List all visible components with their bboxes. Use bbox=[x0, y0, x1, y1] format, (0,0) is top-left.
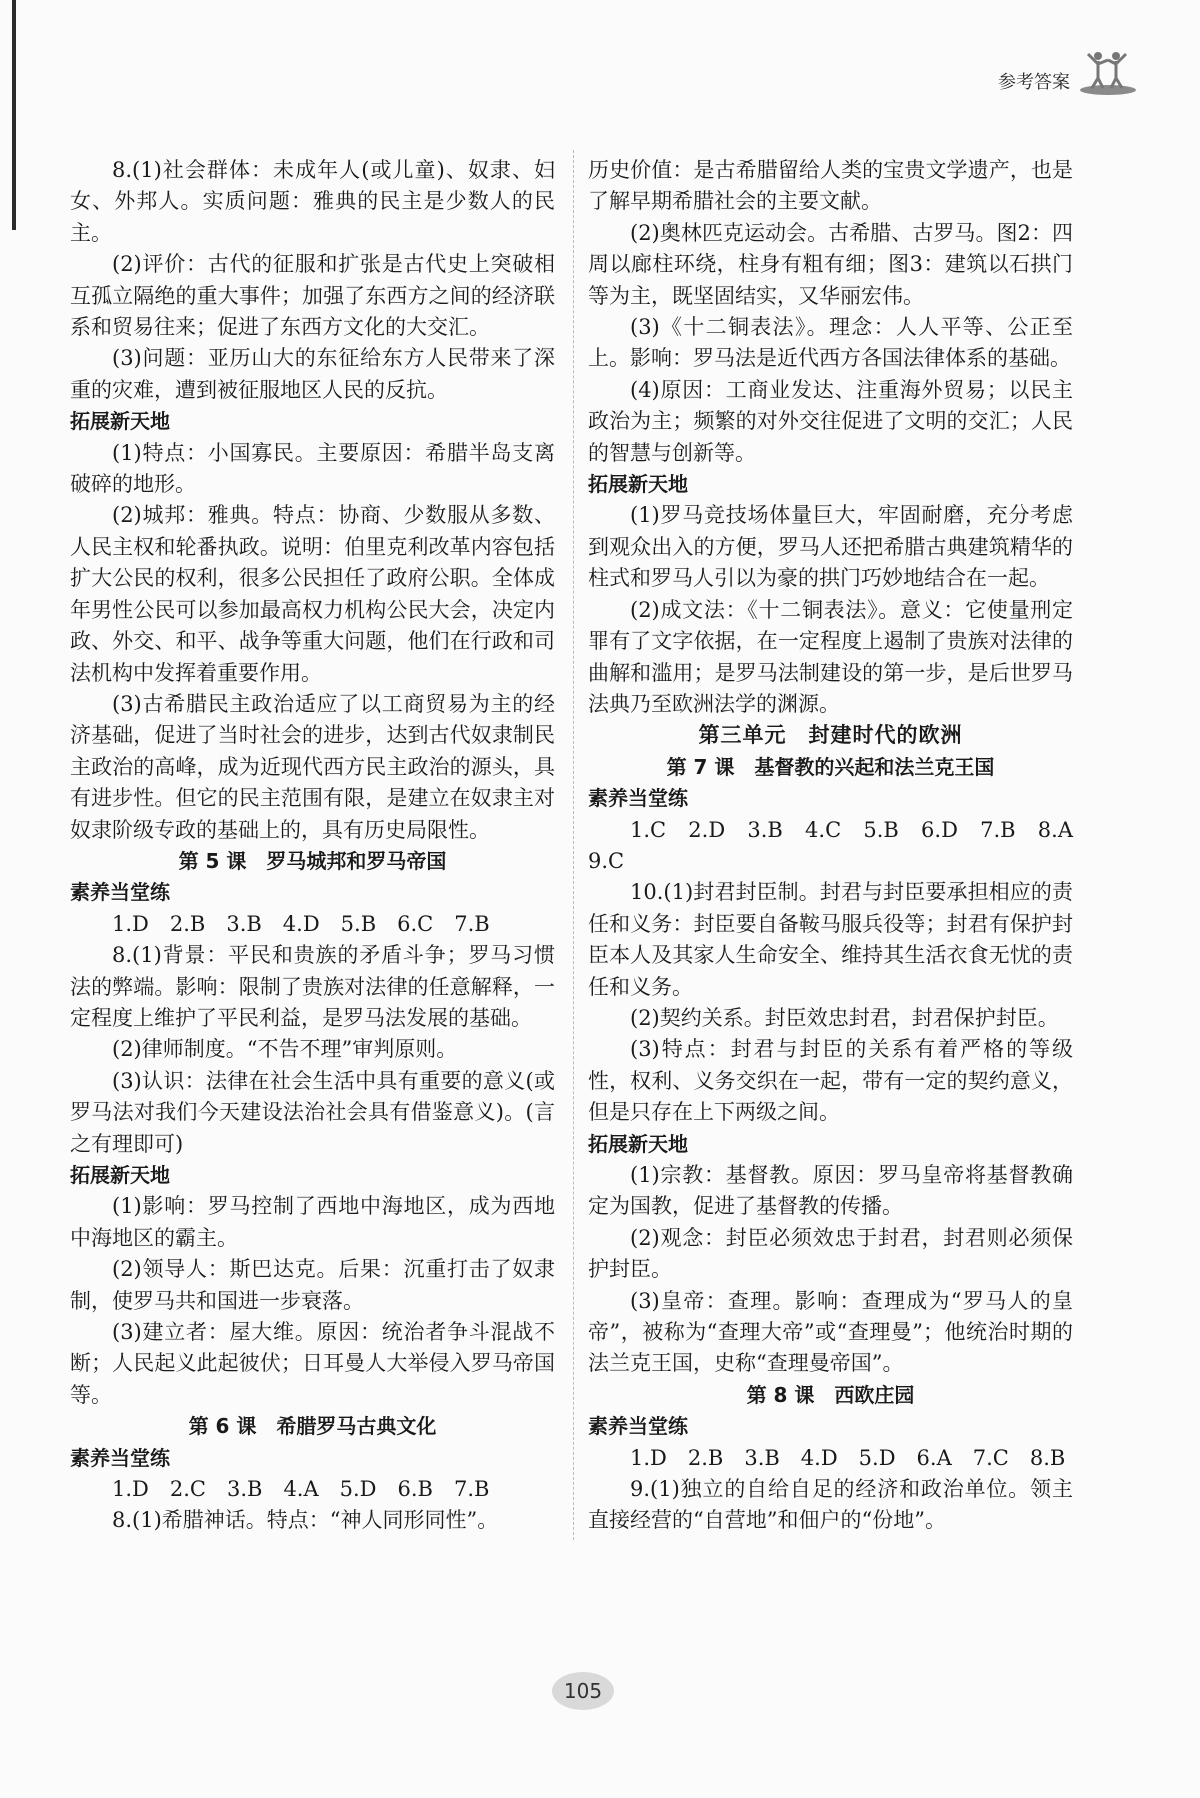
answer-paragraph: 1.D 2.C 3.B 4.A 5.D 6.B 7.B bbox=[112, 1477, 490, 1502]
lesson-title: 第 7 课 基督教的兴起和法兰克王国 bbox=[666, 754, 995, 779]
answer-paragraph: 8.(1)社会群体：未成年人(或儿童)、奴隶、妇女、外邦人。实质问题：雅典的民主是少数人的民主。 bbox=[70, 158, 555, 245]
column-divider bbox=[573, 150, 574, 1540]
answer-paragraph: (4)原因：工商业发达、注重海外贸易；以民主政治为主；频繁的对外交往促进了文明的交汇；人民的智慧与创新等。 bbox=[588, 377, 1073, 465]
answer-paragraph: (2)城邦：雅典。特点：协商、少数服从多数、人民主权和轮番执政。说明：伯里克利改革内容包括扩大公民的权利，很多公民担任了政府公职。全体成年男性公民可以参加最高权力机构公民大会，决定内政、外交、和平、战争等重大问题，他们在行政和司法机构中发挥着重要作用。 bbox=[70, 503, 555, 685]
section-heading: 拓展新天地 bbox=[70, 409, 170, 434]
answer-paragraph: (2)契约关系。封臣效忠封君，封君保护封臣。 bbox=[630, 1005, 1059, 1030]
answer-paragraph: (1)影响：罗马控制了西地中海地区，成为西地中海地区的霸主。 bbox=[70, 1194, 555, 1250]
answer-paragraph: 1.D 2.B 3.B 4.D 5.D 6.A 7.C 8.B bbox=[630, 1445, 1066, 1470]
lesson-title: 第 6 课 希腊罗马古典文化 bbox=[188, 1414, 437, 1439]
answer-paragraph: (2)领导人：斯巴达克。后果：沉重打击了奴隶制，使罗马共和国进一步衰落。 bbox=[70, 1257, 555, 1313]
answer-paragraph: (3)认识：法律在社会生活中具有重要的意义(或罗马法对我们今天建设法治社会具有借鉴意义)。(言之有理即可) bbox=[70, 1068, 555, 1156]
answer-paragraph: (2)成文法：《十二铜表法》。意义：它使量刑定罪有了文字依据，在一定程度上遏制了贵族对法律的曲解和滥用；是罗马法制建设的第一步，是后世罗马法典乃至欧洲法学的渊源。 bbox=[588, 597, 1073, 716]
answer-paragraph: (1)宗教：基督教。原因：罗马皇帝将基督教确定为国教，促进了基督教的传播。 bbox=[588, 1163, 1073, 1219]
page-header-title: 参考答案 bbox=[998, 72, 1070, 93]
answer-paragraph: (2)观念：封臣必须效忠于封君，封君则必须保护封臣。 bbox=[588, 1225, 1073, 1282]
people-figures-icon bbox=[1076, 48, 1140, 96]
answer-paragraph: 10.(1)封君封臣制。封君与封臣要承担相应的责任和义务：封臣要自备鞍马服兵役等；封君有保护封臣本人及其家人生命安全、维持其生活衣食无忧的责任和义务。 bbox=[588, 880, 1073, 999]
section-heading: 素养当堂练 bbox=[70, 880, 170, 905]
answer-paragraph: (3)皇帝：查理。影响：查理成为“罗马人的皇帝”，被称为“查理大帝”或“查理曼”；他统治时期的法兰克王国，史称“查理曼帝国”。 bbox=[588, 1288, 1073, 1376]
section-heading: 拓展新天地 bbox=[70, 1163, 170, 1187]
answer-paragraph: (3)古希腊民主政治适应了以工商贸易为主的经济基础，促进了当时社会的进步，达到古代奴隶制民主政治的高峰，成为近现代西方民主政治的源头，具有进步性。但它的民主范围有限，是建立在奴隶主对奴隶阶级专政的基础上的，具有历史局限性。 bbox=[70, 691, 555, 842]
answer-paragraph: 8.(1)背景：平民和贵族的矛盾斗争；罗马习惯法的弊端。影响：限制了贵族对法律的任意解释，一定程度上维护了平民利益，是罗马法发展的基础。 bbox=[70, 943, 555, 1030]
section-heading: 素养当堂练 bbox=[588, 1414, 688, 1439]
page-number: 105 bbox=[552, 1672, 614, 1710]
answer-paragraph: (2)奥林匹克运动会。古希腊、古罗马。图2：四周以廊柱环绕，柱身有粗有细；图3：建筑以石拱门等为主，既坚固结实，又华丽宏伟。 bbox=[588, 220, 1073, 308]
lesson-title: 第 5 课 罗马城邦和罗马帝国 bbox=[178, 848, 447, 873]
answer-paragraph: (2)评价：古代的征服和扩张是古代史上突破相互孤立隔绝的重大事件；加强了东西方之间的经济联系和贸易往来；促进了东西方文化的大交汇。 bbox=[70, 252, 555, 340]
answer-paragraph: 1.D 2.B 3.B 4.D 5.B 6.C 7.B bbox=[112, 911, 490, 936]
answer-paragraph: (3)问题：亚历山大的东征给东方人民带来了深重的灾难，遭到被征服地区人民的反抗。 bbox=[70, 346, 555, 402]
answer-paragraph: (3)特点：封君与封臣的关系有着严格的等级性，权利、义务交织在一起，带有一定的契约意义，但是只存在上下两级之间。 bbox=[588, 1037, 1073, 1125]
answer-paragraph: (3)《十二铜表法》。理念：人人平等、公正至上。影响：罗马法是近代西方各国法律体系的基础。 bbox=[588, 315, 1073, 371]
answer-paragraph: (1)特点：小国寡民。主要原因：希腊半岛支离破碎的地形。 bbox=[70, 440, 555, 497]
answer-paragraph: 9.(1)独立的自给自足的经济和政治单位。领主直接经营的“自营地”和佃户的“份地”。 bbox=[588, 1477, 1073, 1533]
answer-paragraph: (2)律师制度。“不告不理”审判原则。 bbox=[112, 1037, 458, 1062]
section-heading: 素养当堂练 bbox=[588, 786, 688, 811]
section-heading: 素养当堂练 bbox=[70, 1445, 170, 1470]
answer-paragraph: 1.C 2.D 3.B 4.C 5.B 6.D 7.B 8.A 9.C bbox=[588, 817, 1094, 873]
unit-title: 第三单元 封建时代的欧洲 bbox=[698, 723, 963, 748]
section-heading: 拓展新天地 bbox=[588, 1131, 688, 1156]
answer-paragraph: 8.(1)希腊神话。特点：“神人同形同性”。 bbox=[112, 1508, 499, 1533]
answer-paragraph: 历史价值：是古希腊留给人类的宝贵文学遗产，也是了解早期希腊社会的主要文献。 bbox=[588, 158, 1073, 214]
scan-edge-bar bbox=[12, 0, 16, 230]
answer-paragraph: (3)建立者：屋大维。原因：统治者争斗混战不断；人民起义此起彼伏；日耳曼人大举侵入罗马帝国等。 bbox=[70, 1320, 555, 1407]
lesson-title: 第 8 课 西欧庄园 bbox=[746, 1382, 915, 1407]
left-answer-column bbox=[70, 155, 555, 1537]
right-answer-column bbox=[588, 155, 1094, 1537]
answer-paragraph: (1)罗马竞技场体量巨大，牢固耐磨，充分考虑到观众出入的方便，罗马人还把希腊古典建筑精华的柱式和罗马人引以为豪的拱门巧妙地结合在一起。 bbox=[588, 503, 1073, 591]
section-heading: 拓展新天地 bbox=[588, 472, 688, 497]
